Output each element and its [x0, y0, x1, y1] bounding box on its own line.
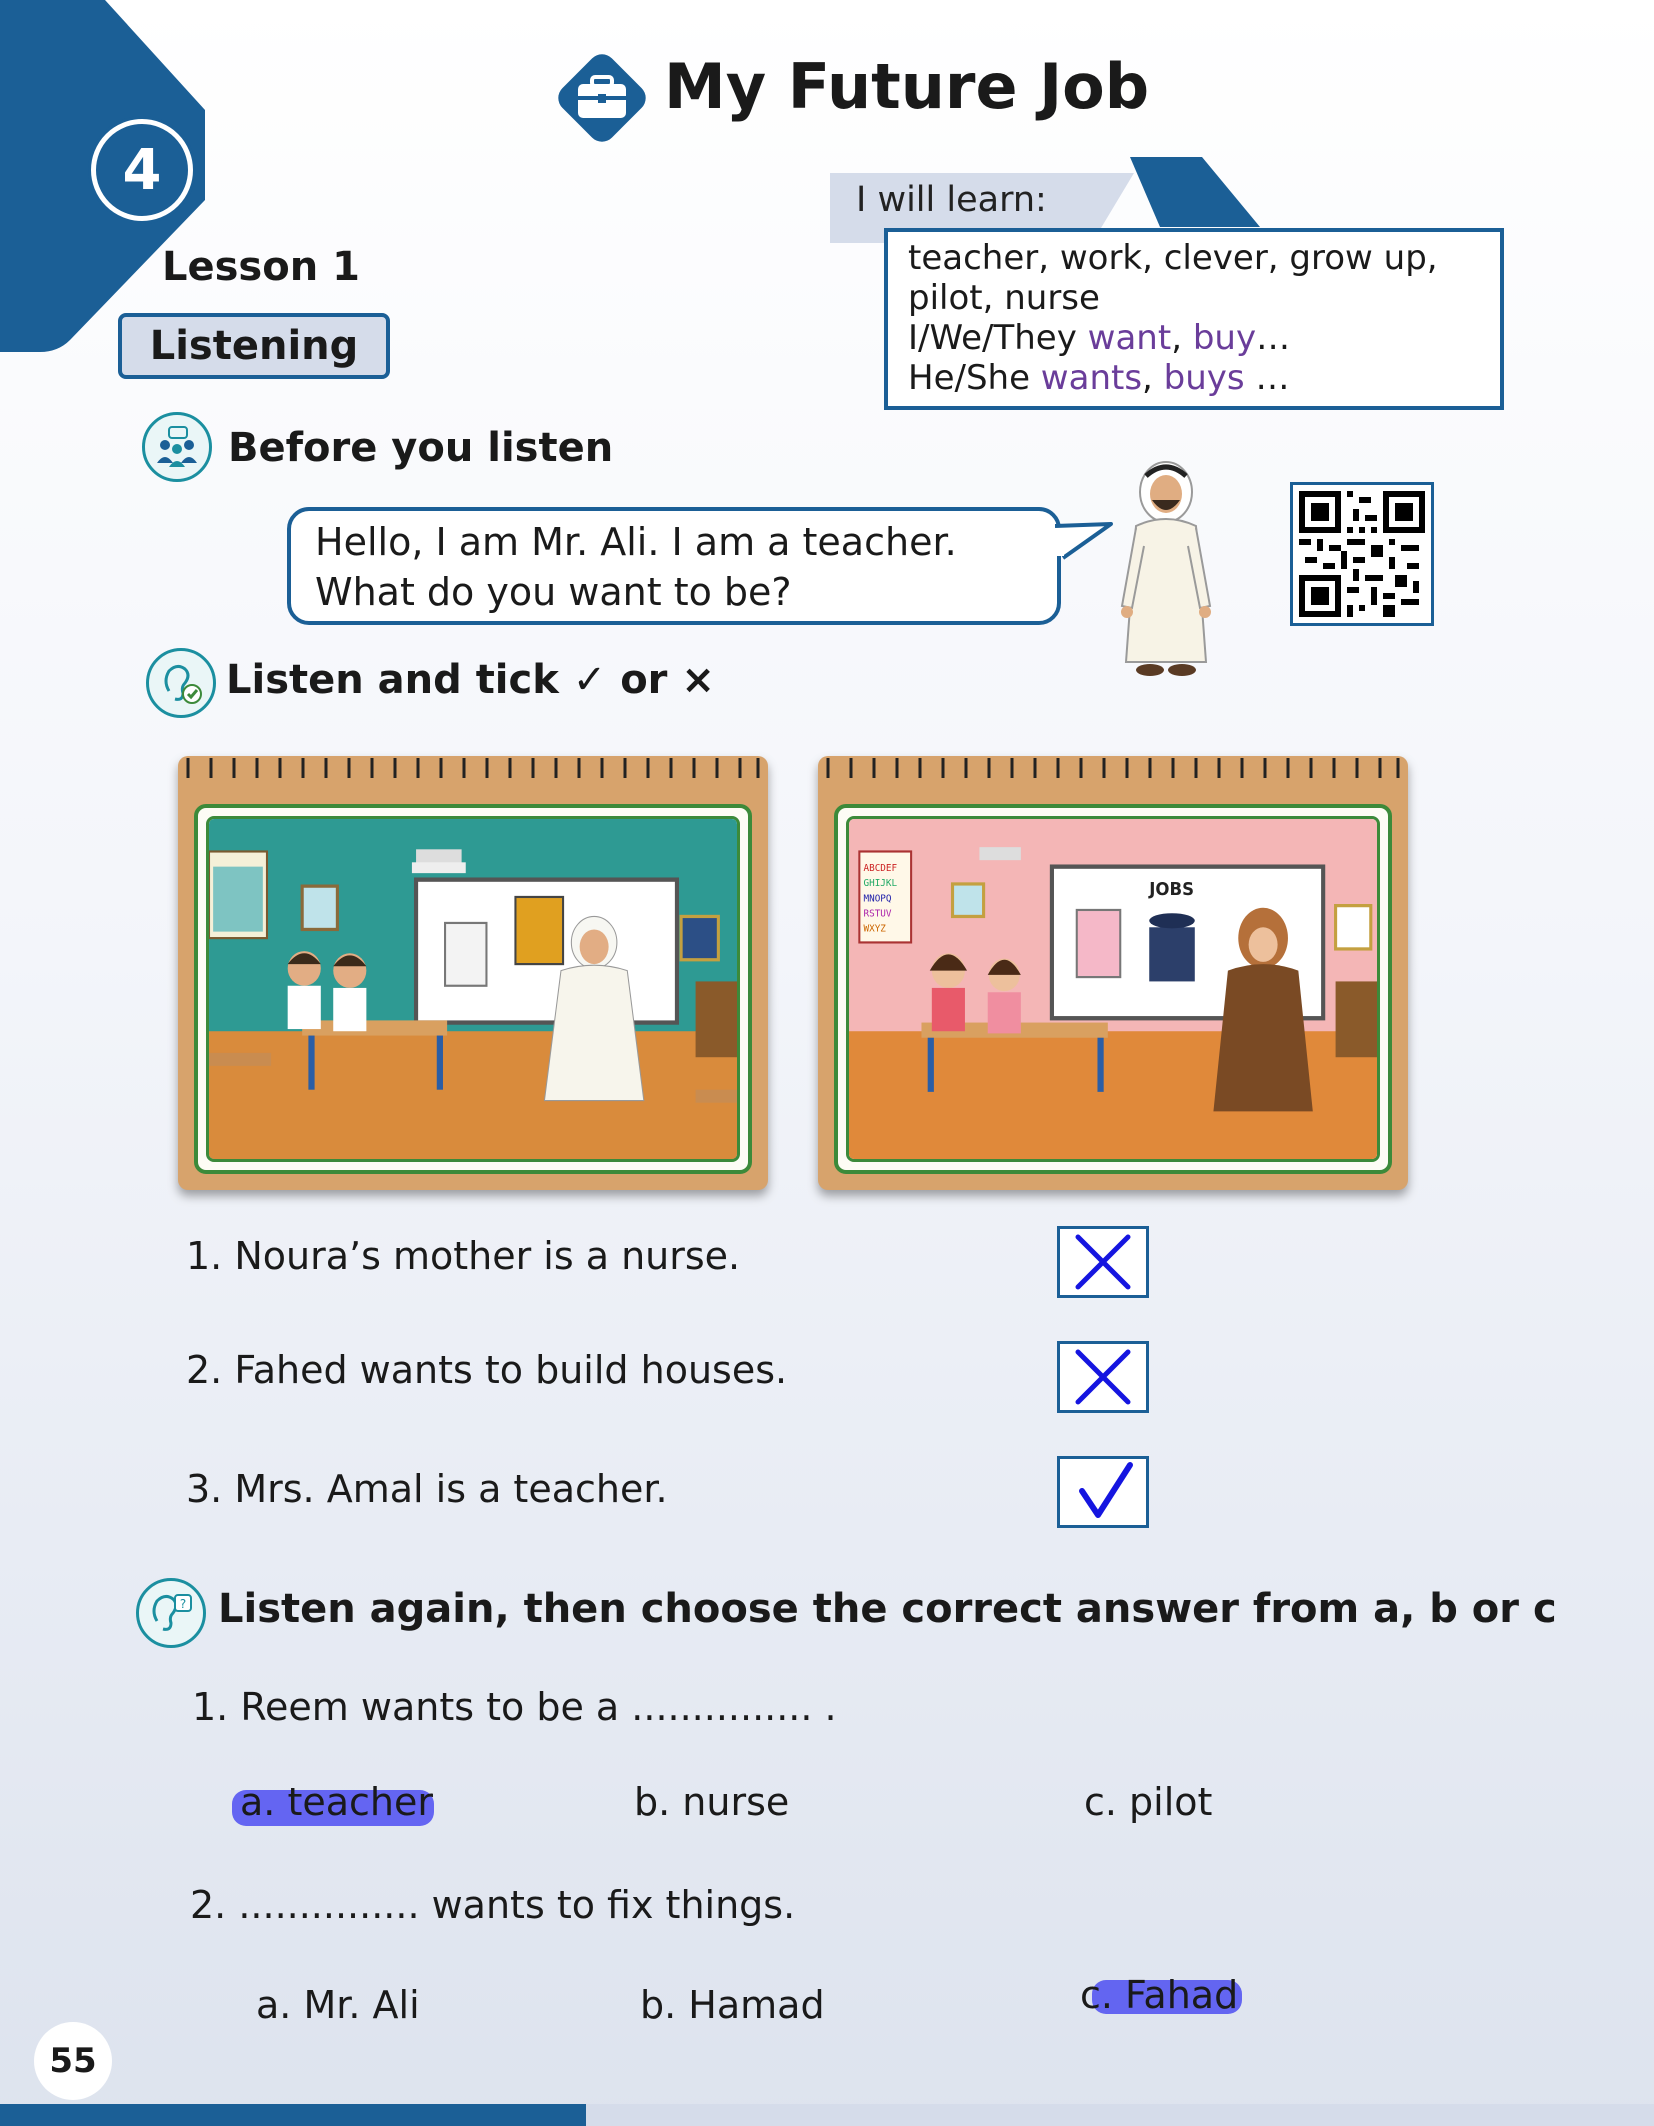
answer-box-2[interactable] — [1057, 1341, 1149, 1413]
vocab-line-2: pilot, nurse — [908, 278, 1100, 318]
cross-mark — [1060, 1229, 1146, 1295]
section-title-before-listen: Before you listen — [228, 425, 614, 471]
page-number: 55 — [34, 2022, 112, 2100]
section-title-listen-tick: Listen and tick ✓ or × — [226, 657, 715, 703]
unit-number-badge: 4 — [91, 119, 193, 221]
ear-question-icon — [136, 1578, 206, 1648]
alphabet-row: ABCDEF — [863, 862, 898, 875]
mc-option-1a[interactable]: a. teacher — [240, 1780, 433, 1824]
tick-statement-1: 1. Noura’s mother is a nurse. — [186, 1234, 741, 1278]
skill-tag: Listening — [118, 313, 390, 379]
page-title: My Future Job — [664, 50, 1150, 123]
bubble-line-2: What do you want to be? — [315, 570, 792, 614]
grammar-sep: , — [1171, 318, 1193, 358]
mc-question-1: 1. Reem wants to be a ............... . — [192, 1685, 837, 1729]
spiral-binding — [178, 752, 768, 782]
grammar-sep: , — [1142, 358, 1164, 398]
learn-box — [884, 228, 1504, 410]
mc-question-2: 2. ............... wants to fix things. — [190, 1883, 796, 1927]
discussion-icon — [142, 412, 212, 482]
mc-option-2a[interactable]: a. Mr. Ali — [256, 1983, 420, 2027]
grammar-line-2 — [908, 358, 1480, 398]
spiral-binding — [818, 752, 1408, 782]
classroom-scene-jobs — [849, 819, 1377, 1159]
picture-card-boys-classroom — [178, 756, 768, 1190]
grammar-verb: buys — [1163, 358, 1245, 398]
briefcase-icon — [550, 46, 654, 150]
alphabet-row: WXYZ — [863, 923, 886, 935]
alphabet-row: RSTUV — [863, 908, 892, 920]
mc-option-2c[interactable]: c. Fahad — [1080, 1973, 1239, 2017]
grammar-subject: He/She — [908, 358, 1041, 398]
cross-mark — [1060, 1344, 1146, 1410]
svg-text:?: ? — [179, 1597, 187, 1611]
grammar-ellipsis: … — [1256, 318, 1291, 358]
grammar-subject: I/We/They — [908, 318, 1088, 358]
learn-heading: I will learn: — [856, 180, 1047, 220]
answer-box-1[interactable] — [1057, 1226, 1149, 1298]
alphabet-row: MNOPQ — [863, 893, 892, 905]
tick-statement-3: 3. Mrs. Amal is a teacher. — [186, 1467, 668, 1511]
grammar-ellipsis: … — [1244, 358, 1290, 398]
jobs-board-label: JOBS — [1149, 878, 1195, 899]
grammar-verb: wants — [1040, 358, 1143, 398]
qr-code[interactable] — [1290, 482, 1434, 626]
lesson-label: Lesson 1 — [162, 244, 360, 290]
grammar-verb: buy — [1192, 318, 1257, 358]
alphabet-row: GHIJKL — [863, 877, 898, 890]
mc-option-2b[interactable]: b. Hamad — [640, 1983, 825, 2027]
mc-option-1c[interactable]: c. pilot — [1084, 1780, 1213, 1824]
mc-option-1b[interactable]: b. nurse — [634, 1780, 790, 1824]
answer-box-3[interactable] — [1057, 1456, 1149, 1528]
grammar-verb: want — [1087, 318, 1172, 358]
tick-statement-2: 2. Fahed wants to build houses. — [186, 1348, 788, 1392]
classroom-scene-teacher — [209, 819, 737, 1159]
mr-ali-illustration — [1088, 446, 1244, 686]
footer-bar-accent — [0, 2104, 586, 2126]
grammar-line-1 — [908, 318, 1480, 358]
section-title-choose: Listen again, then choose the correct answer from a, b or c — [218, 1586, 1557, 1632]
picture-card-girls-classroom — [818, 756, 1408, 1190]
tick-mark — [1060, 1459, 1146, 1525]
bubble-line-1: Hello, I am Mr. Ali. I am a teacher. — [315, 520, 957, 564]
speech-bubble — [287, 507, 1061, 625]
ear-check-icon — [146, 648, 216, 718]
vocab-line-1: teacher, work, clever, grow up, — [908, 238, 1438, 278]
